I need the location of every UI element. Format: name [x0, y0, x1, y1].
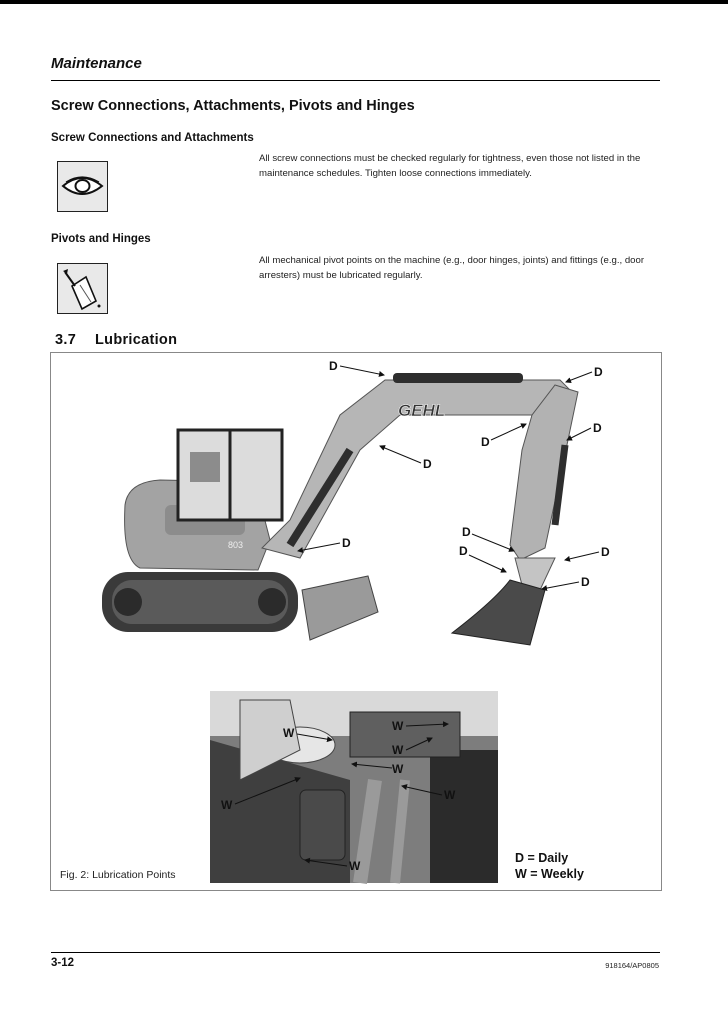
arrow-d-bucket: [542, 582, 579, 589]
label-d-bucket: D: [581, 575, 590, 589]
label-w-5: W: [444, 788, 456, 802]
detail-photo: [210, 691, 498, 883]
excavator-tracks: [102, 572, 298, 632]
label-d-arm-cyl: D: [593, 421, 602, 435]
figure-caption: Fig. 2: Lubrication Points: [60, 869, 176, 881]
legend-weekly: W = Weekly: [515, 867, 584, 881]
arrow-d-arm-top: [566, 372, 592, 382]
label-w-3: W: [392, 743, 404, 757]
label-w-1: W: [392, 719, 404, 733]
brand-logo: GEHL: [398, 401, 446, 420]
label-w-2: W: [283, 726, 295, 740]
label-d-boom-nose: D: [481, 435, 490, 449]
label-d-link-3: D: [601, 545, 610, 559]
arrow-d-link-1: [472, 534, 514, 551]
pivots-text-line2: arresters) must be lubricated regularly.: [259, 270, 423, 281]
arrow-d-link-3: [565, 552, 599, 560]
operator-cab: [178, 430, 282, 520]
section-header: Maintenance: [51, 55, 142, 72]
legend-daily: D = Daily: [515, 851, 569, 865]
screw-text-line2: maintenance schedules. Tighten loose connections immediately.: [259, 168, 532, 179]
arrow-d-link-2: [469, 555, 506, 572]
label-w-6: W: [221, 798, 233, 812]
label-w-4: W: [392, 762, 404, 776]
label-d-boom-top: D: [329, 359, 338, 373]
arrow-d-boom-top: [340, 366, 384, 375]
arrow-d-boom-nose: [491, 424, 526, 440]
label-d-boom-base: D: [342, 536, 351, 550]
screw-subheading: Screw Connections and Attachments: [51, 132, 254, 144]
footer-rule: [51, 952, 660, 953]
pivots-subheading: Pivots and Hinges: [51, 233, 151, 245]
arrow-d-boom-cyl: [380, 446, 421, 463]
dozer-blade: [302, 576, 378, 640]
bucket: [452, 580, 545, 645]
model-number: 803: [228, 540, 244, 550]
pivots-text-line1: All mechanical pivot points on the machine (e.g., door hinges, joints) and fittings (e.g., door: [259, 255, 645, 266]
screw-text-line1: All screw connections must be checked regularly for tightness, even those not listed in the: [259, 153, 641, 164]
document-number: 918164/AP0805: [605, 961, 659, 970]
label-d-link-1: D: [462, 525, 471, 539]
label-d-arm-top: D: [594, 365, 603, 379]
label-w-7: W: [349, 859, 361, 873]
page-heading: Screw Connections, Attachments, Pivots and Hinges: [51, 98, 415, 114]
label-d-boom-cyl: D: [423, 457, 432, 471]
label-d-link-2: D: [459, 544, 468, 558]
page-number: 3-12: [51, 957, 75, 969]
lubrication-number: 3.7: [55, 332, 77, 348]
lubrication-title: Lubrication: [95, 332, 178, 348]
legend: [515, 850, 584, 882]
